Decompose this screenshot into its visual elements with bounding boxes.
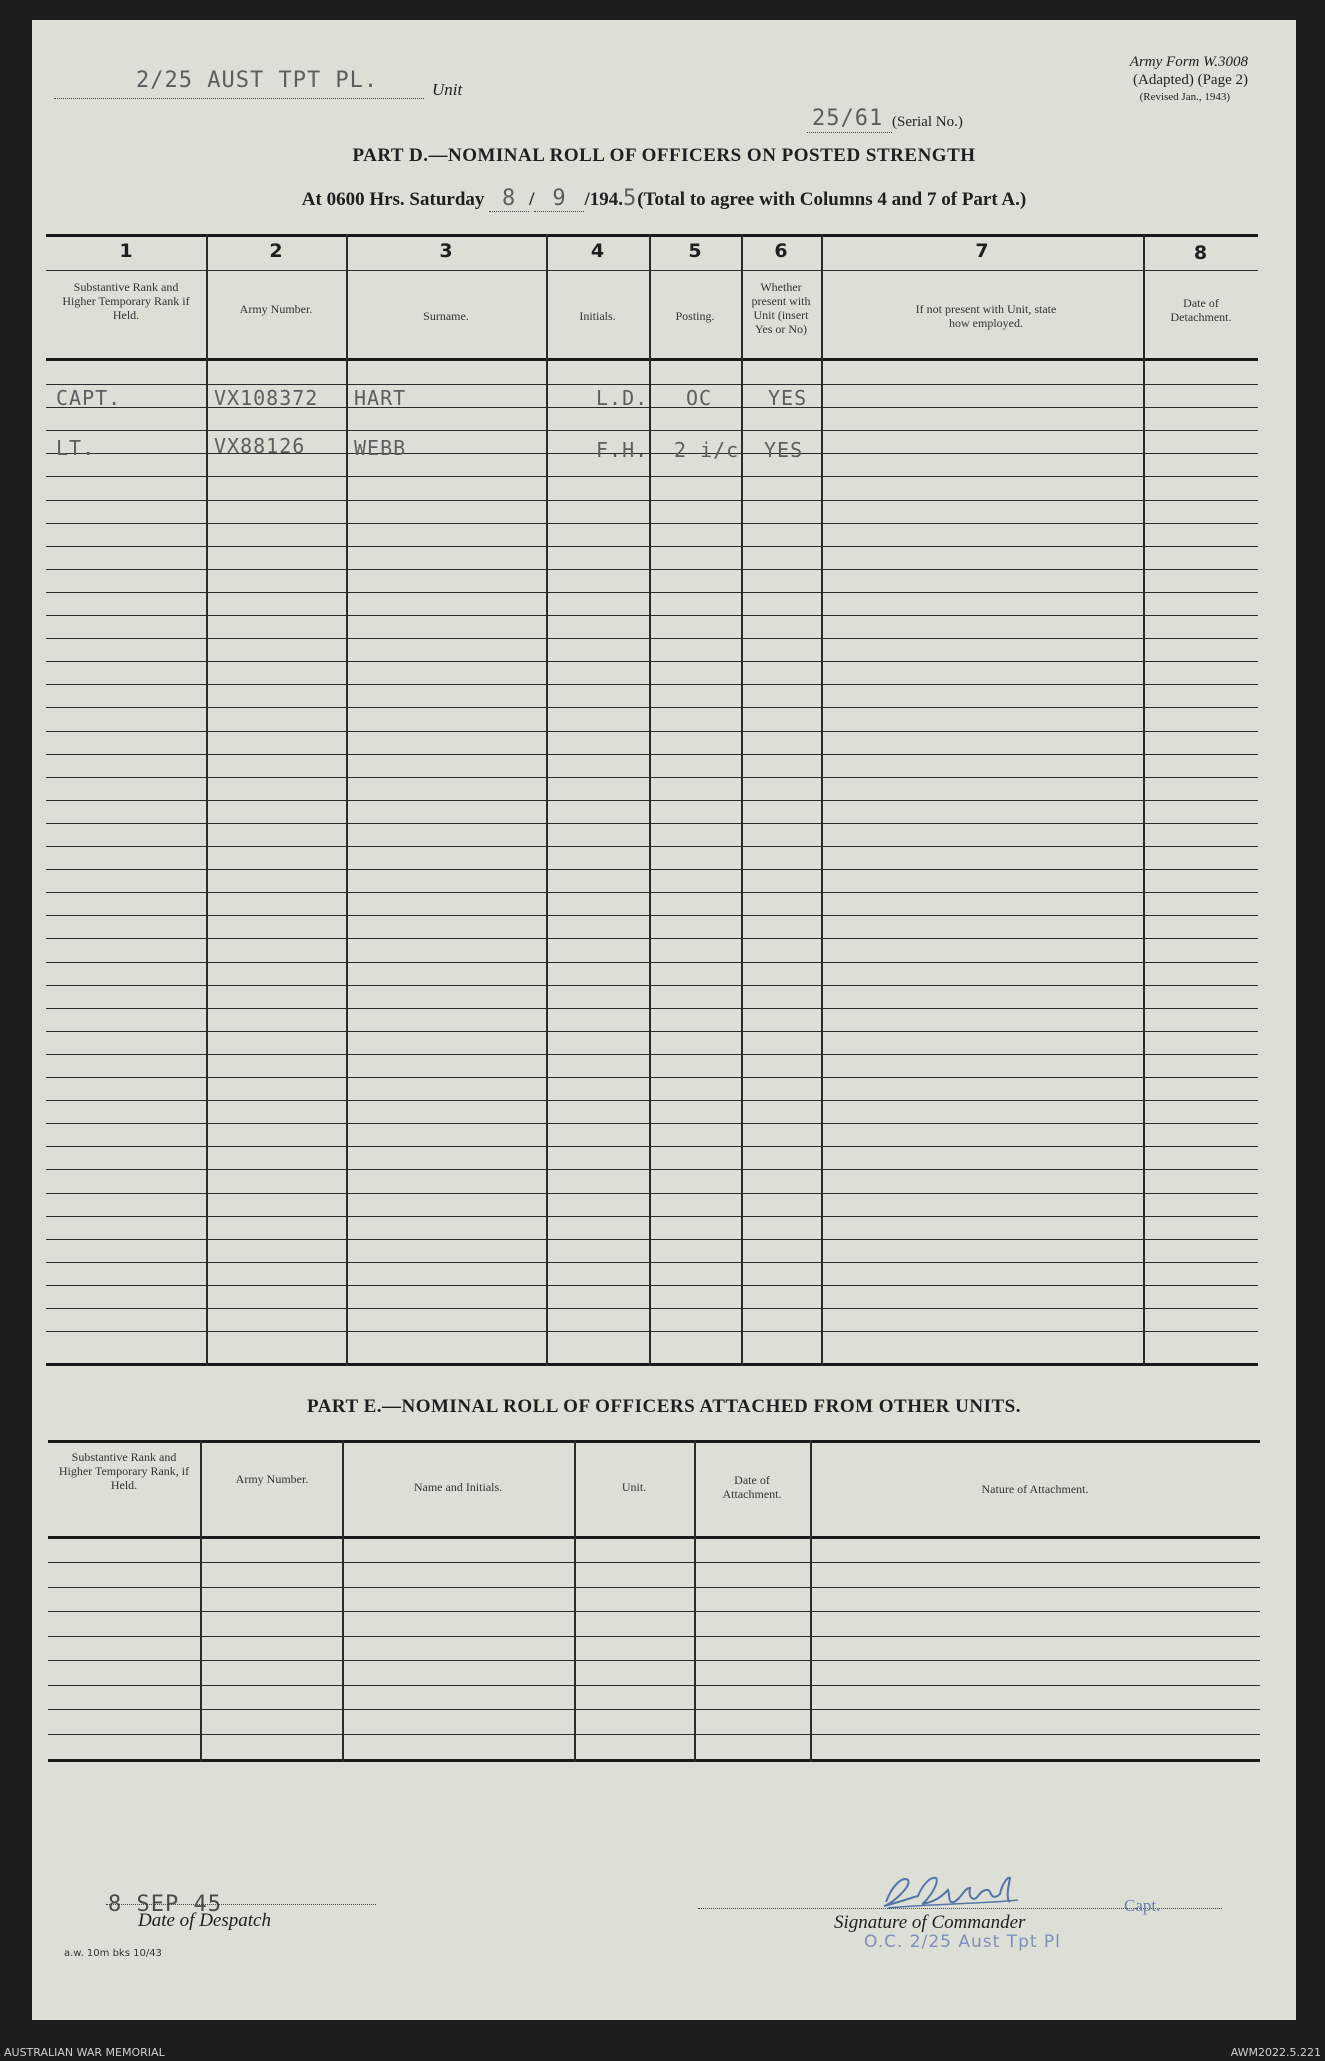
date-suffix: (Total to agree with Columns 4 and 7 of Part A.) [637,189,1027,210]
form-page [32,20,1296,2020]
ruled-line [46,1285,1258,1286]
ruled-line [46,1031,1258,1032]
archive-footer-left: AUSTRALIAN WAR MEMORIAL [4,2046,165,2059]
ruled-line [46,1308,1258,1309]
ruled-line [46,615,1258,616]
table-top-border [46,234,1258,237]
unit-value: 2/25 AUST TPT PL. [136,68,379,93]
col-header-army-number: Army Number. [239,302,313,316]
cell-surname: WEBB [354,436,407,460]
ruled-line [46,823,1258,824]
cell-present: YES [768,386,808,410]
col-divider [206,234,208,1366]
col-header-detachment: Date of Detachment. [1170,296,1232,324]
ruled-line [46,938,1258,939]
ruled-line [46,915,1258,916]
date-prefix: At 0600 Hrs. Saturday [301,189,485,210]
date-month: 9 [534,186,584,212]
cell-army-number: VX108372 [214,386,319,410]
cell-surname: HART [354,386,407,410]
ruled-line [48,1734,1260,1735]
ruled-line [46,569,1258,570]
cell-posting: OC [686,386,713,410]
ruled-line [46,1239,1258,1240]
ruled-line [46,476,1258,477]
ruled-line [46,1331,1258,1332]
col-header-how-employed: If not present with Unit, state how employed. [915,302,1057,330]
col-header-rank: Substantive Rank and Higher Temporary Rank, if Held. [58,1450,190,1492]
ruled-line [46,1054,1258,1055]
ruled-line [46,754,1258,755]
col-divider [346,234,348,1366]
col-header-name-initials: Name and Initials. [413,1480,503,1494]
col-header-initials: Initials. [579,309,616,323]
col-divider [649,234,651,1366]
col-number: 5 [688,240,702,262]
ruled-line [48,1660,1260,1661]
form-number: Army Form W.3008 [1129,54,1248,70]
header-bottom-border [48,1536,1260,1539]
ruled-line [48,1611,1260,1612]
col-header-attachment-date: Date of Attachment. [722,1473,782,1501]
serial-label: (Serial No.) [892,114,963,130]
ruled-line [46,1169,1258,1170]
col-number: 2 [269,240,283,262]
col-divider [200,1440,202,1762]
col-divider [1143,234,1145,1366]
ruled-line [46,684,1258,685]
cell-initials: F.H. [596,438,649,462]
col-divider [821,234,823,1366]
date-day: 8 [489,186,529,212]
ruled-line [46,1193,1258,1194]
col-header-army-number: Army Number. [235,1472,309,1486]
despatch-label: Date of Despatch [138,1910,271,1931]
ruled-line [46,1146,1258,1147]
col-header-nature: Nature of Attachment. [981,1482,1089,1496]
cell-present: YES [764,438,804,462]
ruled-line [46,430,1258,431]
archive-footer-right: AWM2022.5.221 [1230,2046,1321,2059]
part-d-title: PART D.—NOMINAL ROLL OF OFFICERS ON POSTED STRENGTH [352,145,976,166]
signature-label: Signature of Commander [834,1912,1026,1933]
ruled-line [46,777,1258,778]
cell-posting: 2 i/c [674,438,740,462]
cell-rank: CAPT. [56,386,122,410]
ruled-line [46,707,1258,708]
ruled-line [46,1216,1258,1217]
ruled-line [46,1123,1258,1124]
col-divider [546,234,548,1366]
form-revised: (Revised Jan., 1943) [1139,91,1230,103]
ruled-line [46,592,1258,593]
ruled-line [48,1636,1260,1637]
col-number: 6 [774,240,788,262]
col-divider [741,234,743,1366]
part-d-table [46,234,1258,1366]
table-bottom-border [48,1759,1260,1762]
print-code: a.w. 10m bks 10/43 [64,1948,162,1959]
form-adapted: (Adapted) (Page 2) [1133,72,1248,88]
part-e-table [48,1440,1260,1762]
ruled-line [48,1685,1260,1686]
col-header-posting: Posting. [675,309,715,323]
col-number: 7 [975,240,989,262]
ruled-line [48,1587,1260,1588]
serial-number: 25/61 [812,106,884,131]
rank-stamp: Capt. [1124,1896,1161,1915]
col-header-present: Whether present with Unit (insert Yes or No) [751,280,811,336]
despatch-dotted-line [106,1904,376,1905]
number-row-border [46,270,1258,271]
ruled-line [46,546,1258,547]
date-year-prefix: 194. [589,189,623,210]
ruled-line [48,1562,1260,1563]
table-top-border [48,1440,1260,1443]
ruled-line [46,892,1258,893]
cell-army-number: VX88126 [214,434,306,458]
despatch-date-stamp: 8 SEP 45 [108,1892,222,1917]
ruled-line [46,869,1258,870]
col-number: 8 [1193,242,1208,264]
ruled-line [48,1709,1260,1710]
ruled-line [46,800,1258,801]
part-e-title: PART E.—NOMINAL ROLL OF OFFICERS ATTACHED FROM OTHER UNITS. [307,1396,1021,1417]
date-year-digit: 5 [622,186,638,211]
ruled-line [46,1077,1258,1078]
ruled-line [46,1100,1258,1101]
ruled-line [46,1008,1258,1009]
col-header-unit: Unit. [621,1480,647,1494]
ruled-line [46,661,1258,662]
oc-stamp: O.C. 2/25 Aust Tpt Pl [864,1932,1061,1952]
unit-label: Unit [432,80,463,99]
col-number: 1 [119,240,133,262]
col-header-rank: Substantive Rank and Higher Temporary Rank if Held. [62,280,190,322]
header-bottom-border [46,358,1258,361]
unit-dotted-line [54,98,424,99]
ruled-line [46,638,1258,639]
ruled-line [46,731,1258,732]
ruled-line [46,523,1258,524]
ruled-line [46,962,1258,963]
signature-dotted-line [698,1908,1222,1909]
ruled-line [46,1262,1258,1263]
col-header-surname: Surname. [423,309,469,323]
ruled-line [46,500,1258,501]
col-divider [694,1440,696,1762]
col-number: 4 [590,240,605,262]
col-number: 3 [439,240,453,262]
cell-initials: L.D. [596,386,649,410]
table-bottom-border [46,1363,1258,1366]
part-d-date-line: At 0600 Hrs. Saturday 8 / 9 /194.5(Total to agree with Columns 4 and 7 of Part A.) [301,186,1027,211]
ruled-line [46,384,1258,385]
cell-rank: LT. [56,436,96,460]
ruled-line [46,985,1258,986]
serial-dotted-line [807,132,892,133]
ruled-line [46,846,1258,847]
